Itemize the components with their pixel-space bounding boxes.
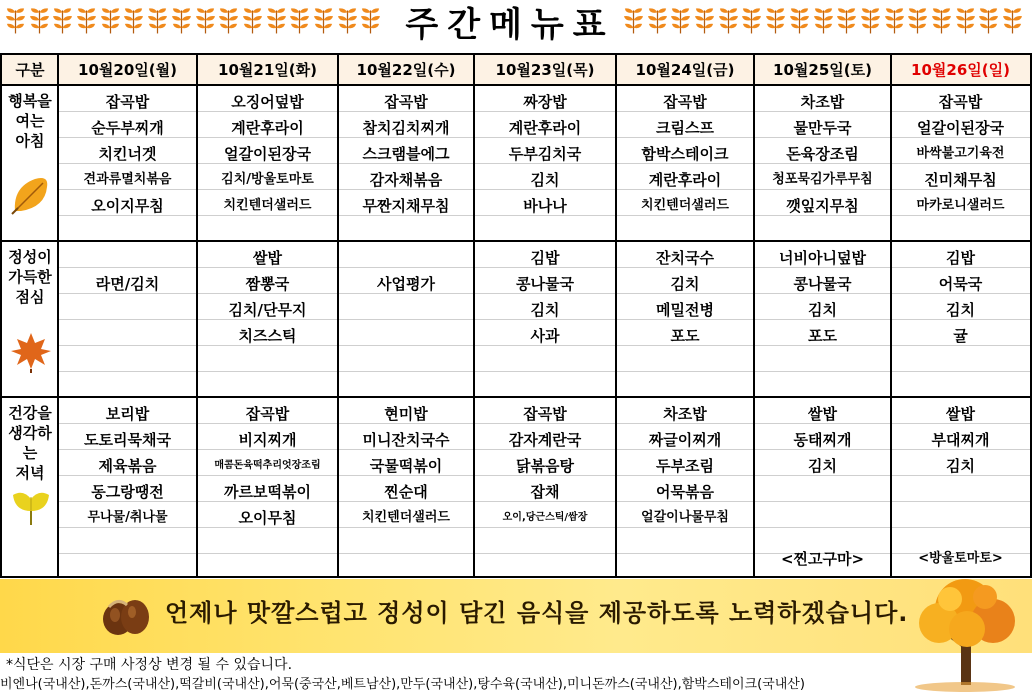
menu-item: 김치 — [670, 275, 700, 293]
leaf-icon — [1001, 6, 1025, 36]
meal-label-line: 건강을 — [8, 404, 52, 422]
menu-item: 계란후라이 — [231, 119, 304, 137]
day-header: 10월23일(목) — [474, 55, 616, 85]
leaf-icon — [99, 6, 123, 36]
leaf-icon — [740, 6, 764, 36]
banner-message: 언제나 맛깔스럽고 정성이 담긴 음식을 제공하도록 노력하겠습니다. — [165, 599, 909, 627]
menu-item: 얼갈이된장국 — [917, 119, 1004, 137]
menu-item: 포도 — [808, 327, 837, 345]
meal-label — [2, 403, 58, 483]
title-leaf-row-left — [4, 6, 383, 36]
menu-item: 순두부찌개 — [91, 119, 164, 137]
menu-item: 오징어덮밥 — [231, 93, 304, 111]
meal-label-line: 여는 — [15, 112, 45, 130]
menu-item: 잡곡밥 — [384, 93, 428, 111]
leaf-icon — [717, 6, 741, 36]
menu-item: 보리밥 — [105, 405, 150, 423]
menu-item: 무나물/취나물 — [87, 510, 168, 525]
leaf-icon — [835, 6, 859, 36]
menu-item: 까르보떡볶이 — [224, 483, 311, 501]
menu-item: 바나나 — [523, 197, 567, 215]
autumn-leaf-icon — [9, 173, 53, 221]
leaf-icon — [883, 6, 907, 36]
day-header: 10월26일(일) — [891, 55, 1030, 85]
menu-item: 김치 — [808, 301, 837, 319]
menu-item: 마카로니샐러드 — [916, 198, 1005, 213]
menu-item: 계란후라이 — [508, 119, 582, 137]
note-menu-change: *식단은 시장 구매 사정상 변경 될 수 있습니다. — [6, 657, 293, 673]
menu-item: 짜글이찌개 — [648, 431, 722, 449]
menu-item: 계란후라이 — [648, 171, 722, 189]
menu-item: 동그랑땡전 — [91, 483, 164, 501]
menu-item: 잡곡밥 — [663, 93, 707, 111]
leaf-icon — [51, 6, 75, 36]
menu-item: 물만두국 — [793, 119, 852, 137]
menu-item: 사업평가 — [377, 275, 435, 293]
leaf-icon — [265, 6, 289, 36]
menu-item: 김밥 — [946, 249, 975, 267]
leaf-icon — [312, 6, 336, 36]
day-header: 10월24일(금) — [616, 55, 754, 85]
meal-label-line: 행복을 — [8, 92, 52, 110]
meal-label-line: 가득한 — [8, 268, 52, 286]
leaf-icon — [241, 6, 265, 36]
menu-item: 짬뽕국 — [245, 275, 290, 293]
menu-item: 오이지무침 — [91, 197, 164, 215]
menu-item: 스크램블에그 — [362, 145, 450, 163]
menu-item: 라면/김치 — [95, 275, 160, 293]
menu-item: 사과 — [530, 327, 560, 345]
menu-item: 잡곡밥 — [245, 405, 290, 423]
menu-item: 매콤돈육떡추리엇장조림 — [214, 460, 321, 471]
leaf-icon — [930, 6, 954, 36]
leaf-icon — [194, 6, 218, 36]
menu-item: 잡곡밥 — [938, 93, 983, 111]
title-bar — [0, 0, 1032, 53]
menu-item: 잔치국수 — [656, 249, 714, 267]
leaf-icon — [669, 6, 693, 36]
menu-item: 김치 — [530, 171, 560, 189]
leaf-icon — [28, 6, 52, 36]
menu-item: 진미채무침 — [924, 171, 997, 189]
leaf-icon — [217, 6, 241, 36]
day-header: 10월25일(토) — [754, 55, 891, 85]
leaf-icon — [122, 6, 146, 36]
menu-item: 동태찌개 — [793, 431, 852, 449]
menu-item: 돈육장조림 — [786, 145, 859, 163]
leaf-icon — [170, 6, 194, 36]
leaf-icon — [812, 6, 836, 36]
menu-item: 얼갈이된장국 — [224, 145, 311, 163]
meal-label-line: 점심 — [15, 288, 45, 306]
leaf-icon — [4, 6, 28, 36]
header-corner-label: 구분 — [2, 55, 58, 85]
day-header: 10월20일(월) — [58, 55, 197, 85]
section-divider — [2, 84, 1030, 86]
menu-item: 미니잔치국수 — [362, 431, 450, 449]
page-title: 주간메뉴표 — [405, 5, 615, 45]
leaf-icon — [336, 6, 360, 36]
menu-item: 깻잎지무침 — [786, 197, 859, 215]
ginkgo-leaf-icon — [9, 485, 53, 533]
menu-item: 김밥 — [530, 249, 560, 267]
menu-item: 치킨너겟 — [98, 145, 157, 163]
day-header: 10월22일(수) — [338, 55, 474, 85]
autumn-tree-icon — [905, 577, 1027, 695]
menu-item: 차조밥 — [800, 93, 845, 111]
menu-item: 치킨텐더샐러드 — [362, 510, 450, 525]
menu-item: 바싹불고기육전 — [916, 146, 1005, 161]
leaf-icon — [146, 6, 170, 36]
menu-item: 비지찌개 — [238, 431, 297, 449]
menu-item: 오이무침 — [238, 509, 297, 527]
leaf-icon — [646, 6, 670, 36]
menu-item: 참치김치찌개 — [362, 119, 450, 137]
menu-item: 잡곡밥 — [105, 93, 150, 111]
menu-item: 제육볶음 — [98, 457, 157, 475]
menu-item: 두부조림 — [656, 457, 714, 475]
menu-item: 메밀전병 — [656, 301, 714, 319]
maple-leaf-icon — [9, 329, 53, 377]
menu-item: 김치 — [530, 301, 560, 319]
menu-item: 현미밥 — [384, 405, 428, 423]
day-header: 10월21일(화) — [197, 55, 338, 85]
menu-item: 함박스테이크 — [641, 145, 729, 163]
meal-label-line: 아침 — [15, 132, 45, 150]
menu-item: 김치 — [946, 301, 975, 319]
menu-item: 감자계란국 — [508, 431, 582, 449]
menu-item: 김치/단무지 — [228, 301, 307, 319]
leaf-icon — [859, 6, 883, 36]
menu-item: 너비아니덮밥 — [779, 249, 866, 267]
menu-item: 포도 — [670, 327, 700, 345]
menu-item: 쌀밥 — [253, 249, 282, 267]
menu-item: 찐순대 — [384, 483, 428, 501]
meal-label-line: 정성이 — [8, 248, 52, 266]
menu-item: 감자채볶음 — [369, 171, 443, 189]
menu-item: 어묵볶음 — [656, 483, 714, 501]
leaf-icon — [906, 6, 930, 36]
menu-item: 견과류멸치볶음 — [83, 172, 172, 187]
menu-item: 무짠지채무침 — [362, 197, 450, 215]
menu-item: <찐고구마> — [780, 550, 865, 568]
menu-item: 국물떡볶이 — [369, 457, 443, 475]
menu-item: 오이,당근스틱/쌈장 — [502, 512, 588, 523]
menu-item: 크림스프 — [656, 119, 714, 137]
menu-item: 쌀밥 — [946, 405, 975, 423]
chestnut-icon — [100, 591, 152, 641]
menu-item: 김치 — [946, 457, 975, 475]
menu-item: 치킨텐더샐러드 — [641, 198, 729, 213]
meal-label-line: 저녁 — [15, 464, 45, 482]
menu-item: 치킨텐더샐러드 — [223, 198, 312, 213]
menu-item: 어묵국 — [938, 275, 983, 293]
leaf-icon — [359, 6, 383, 36]
leaf-icon — [288, 6, 312, 36]
menu-item: 얼갈이나물무침 — [641, 510, 729, 525]
menu-item: 잡채 — [530, 483, 560, 501]
menu-item: 도토리묵채국 — [84, 431, 171, 449]
menu-item: 콩나물국 — [793, 275, 852, 293]
meal-label-line: 생각하는 — [8, 424, 52, 462]
leaf-icon — [693, 6, 717, 36]
menu-item: 콩나물국 — [516, 275, 574, 293]
leaf-icon — [788, 6, 812, 36]
leaf-icon — [75, 6, 99, 36]
meal-label — [2, 91, 58, 151]
leaf-icon — [622, 6, 646, 36]
title-leaf-row-right — [622, 6, 1025, 36]
row-gridline — [58, 371, 1030, 372]
menu-item: 김치 — [808, 457, 837, 475]
leaf-icon — [954, 6, 978, 36]
section-divider — [2, 240, 1030, 242]
note-origin: 비엔나(국내산),돈까스(국내산),떡갈비(국내산),어묵(중국산,베트남산),만두(국내산),탕수육(국내산),미니돈까스(국내산),함박스테이크(국내산) — [0, 677, 805, 692]
leaf-icon — [977, 6, 1001, 36]
menu-item: <방울토마토> — [918, 551, 1003, 566]
menu-item: 두부김치국 — [508, 145, 582, 163]
section-divider — [2, 396, 1030, 398]
menu-table — [0, 53, 1032, 578]
meal-label — [2, 247, 58, 307]
menu-item: 치즈스틱 — [238, 327, 297, 345]
menu-item: 쌀밥 — [808, 405, 837, 423]
banner — [0, 579, 1032, 653]
menu-item: 짜장밥 — [523, 93, 567, 111]
menu-item: 청포묵김가루무침 — [772, 172, 873, 187]
menu-item: 닭볶음탕 — [516, 457, 574, 475]
menu-item: 잡곡밥 — [523, 405, 567, 423]
menu-item: 귤 — [953, 327, 968, 345]
leaf-icon — [764, 6, 788, 36]
menu-item: 차조밥 — [663, 405, 707, 423]
menu-item: 부대찌개 — [931, 431, 990, 449]
menu-item: 김치/방울토마토 — [221, 172, 314, 187]
